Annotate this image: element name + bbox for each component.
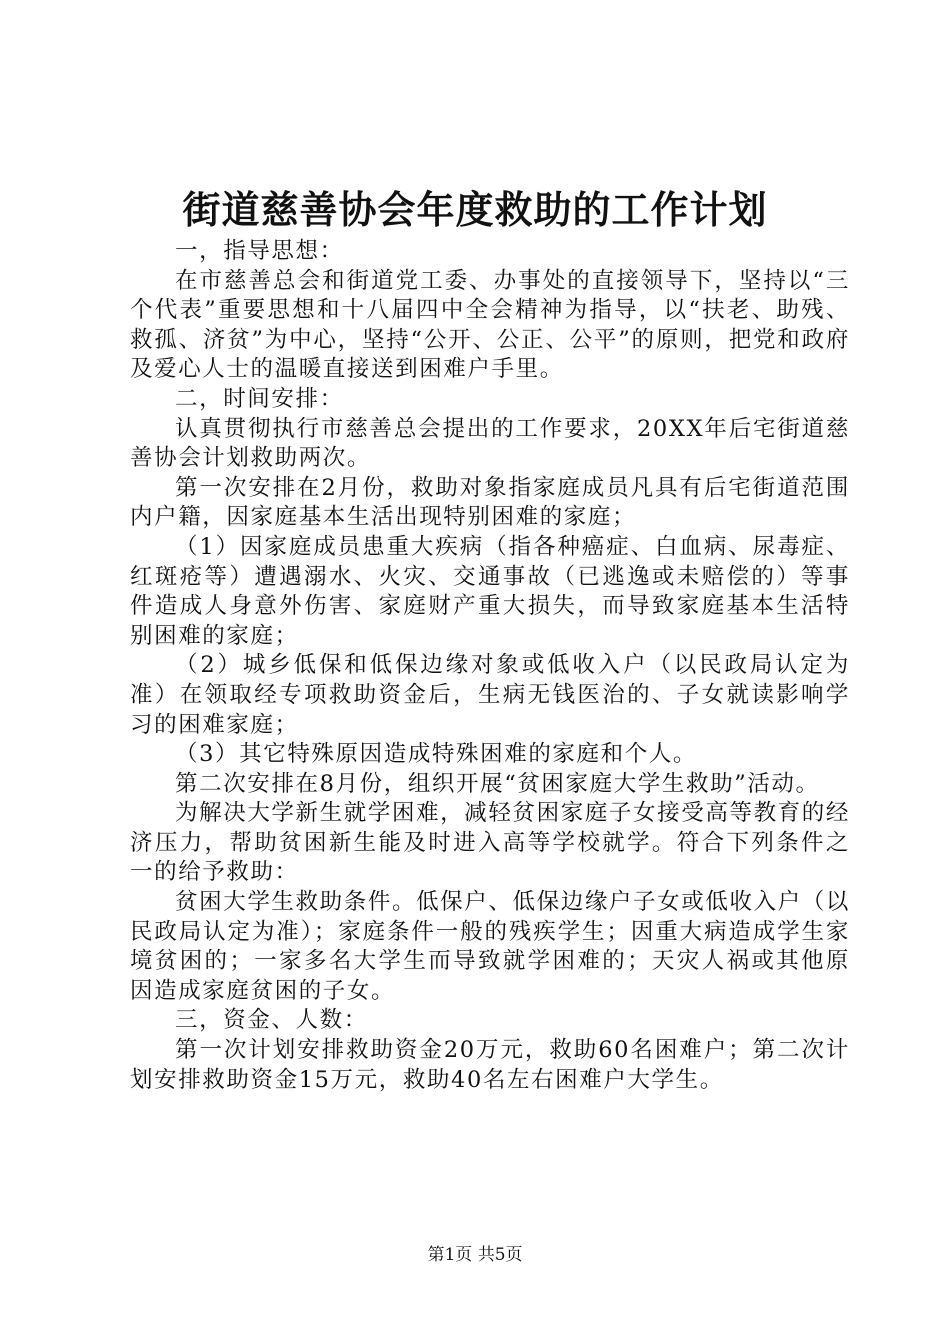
paragraph-funds: 第一次计划安排救助资金20万元，救助60名困难户；第二次计划安排救助资金15万元，救助40名左右困难户大学生。 (130, 1037, 850, 1093)
paragraph-condition-3: （3）其它特殊原因造成特殊困难的家庭和个人。 (175, 741, 698, 768)
section-heading-guiding-thought: 一，指导思想： (175, 238, 344, 264)
paragraph-schedule-intro: 认真贯彻执行市慈善总会提出的工作要求，20XX年后宅街道慈善协会计划救助两次。 (130, 415, 850, 472)
section-heading-funds: 三，资金、人数： (175, 1007, 368, 1034)
paragraph-guiding-thought: 在市慈善总会和街道党工委、办事处的直接领导下，坚持以“三个代表”重要思想和十八届四中全会精神为指导，以“扶老、助残、救孤、济贫”为中心，坚持“公开、公正、公平”的原则，把党和政府及爱心人士的温暖直接送到困难户手里。 (130, 267, 850, 383)
paragraph-condition-2: （2）城乡低保和低保边缘对象或低收入户（以民政局认定为准）在领取经专项救助资金后，生病无钱医治的、子女就读影响学习的困难家庭； (130, 652, 850, 738)
document-body (130, 237, 850, 1095)
paragraph-second-round: 第二次安排在8月份，组织开展“贫困家庭大学生救助”活动。 (175, 770, 820, 797)
paragraph-condition-1: （1）因家庭成员患重大疾病（指各种癌症、白血病、尿毒症、红斑疮等）遭遇溺水、火灾、交通事故（已逃逸或未赔偿的）等事件造成人身意外伤害、家庭财产重大损失，而导致家庭基本生活特别困难的家庭； (130, 533, 850, 649)
paragraph-first-round: 第一次安排在2月份，救助对象指家庭成员凡具有后宅街道范围内户籍，因家庭基本生活出现特别困难的家庭； (130, 474, 850, 531)
paragraph-student-aid-conditions: 贫困大学生救助条件。低保户、低保边缘户子女或低收入户（以民政局认定为准）；家庭条件一般的残疾学生；因重大病造成学生家境贫困的；一家多名大学生而导致就学困难的；天灾人祸或其他原因造成家庭贫困的子女。 (130, 889, 850, 1004)
document-title: 街道慈善协会年度救助的工作计划 (182, 187, 768, 232)
section-heading-schedule: 二，时间安排： (175, 385, 344, 412)
paragraph-student-aid-purpose: 为解决大学新生就学困难，减轻贫困家庭子女接受高等教育的经济压力，帮助贫困新生能及时进入高等学校就学。符合下列条件之一的给予救助： (130, 800, 850, 886)
page-footer: 第1页 共5页 (427, 1245, 523, 1265)
